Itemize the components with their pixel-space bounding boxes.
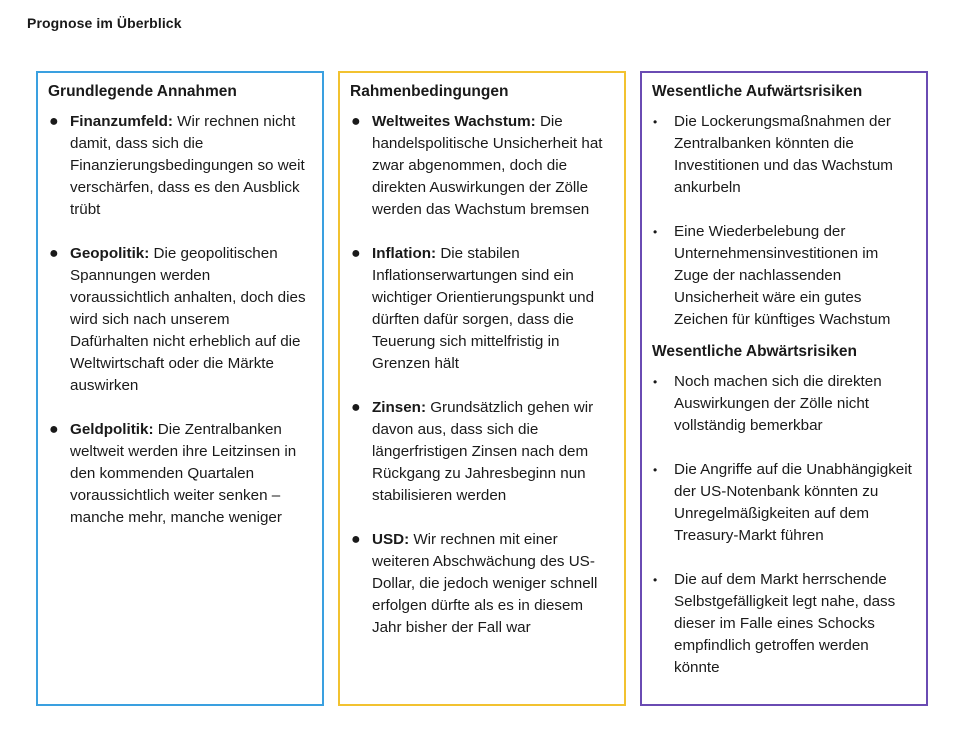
bullet-icon: ● [351,399,361,416]
panel-heading-upside: Wesentliche Aufwärtsrisiken [652,83,863,100]
list-item [652,221,916,331]
item-text: Die geopolitischen Spannungen werden voraussichtlich anhalten, doch dies wird sich nach unserem Dafürhalten nicht erheblich auf die Weltwirtschaft oder die Märkte auswirken [70,245,306,394]
item-text: Wir rechnen mit einer weiteren Abschwächung des US-Dollar, die jedoch weniger schnell erfolgen dürfte als es in diesem Jahr bisher der Fall war [372,531,598,636]
item-text: Die Lockerungsmaßnahmen der Zentralbanken könnten die Investitionen und das Wachstum ankurbeln [674,113,893,196]
item-term: Weltweites Wachstum: [372,113,536,130]
conditions-list [350,111,614,639]
item-term: Inflation: [372,245,437,262]
list-item [48,111,312,221]
panel-heading: Grundlegende Annahmen [48,83,237,100]
list-item [350,397,614,507]
bullet-icon: ● [49,113,59,130]
bullet-icon: • [653,225,658,239]
panel-rahmenbedingungen [338,71,626,706]
item-text: Die handelspolitische Unsicherheit hat zwar abgenommen, doch die direkten Auswirkungen der Zölle werden das Wachstum bremsen [372,113,603,218]
item-term: Geopolitik: [70,245,150,262]
list-item [350,111,614,221]
upside-risks-list [652,111,916,331]
panel-grundlegende-annahmen [36,71,324,706]
downside-risks-list [652,371,916,679]
panel-heading-downside: Wesentliche Abwärtsrisiken [652,343,858,360]
bullet-icon: • [653,115,658,129]
bullet-icon: ● [49,245,59,262]
panel-risiken [640,71,928,706]
list-item [652,111,916,199]
item-text: Eine Wiederbelebung der Unternehmensinvestitionen im Zuge der nachlassenden Unsicherheit wäre ein gutes Zeichen für künftiges Wachstum [674,223,891,328]
bullet-icon: ● [351,531,361,548]
bullet-icon: • [653,375,658,389]
bullet-icon: • [653,573,658,587]
list-item [48,243,312,397]
list-item [652,569,916,679]
bullet-icon: ● [351,113,361,130]
item-text: Die Zentralbanken weltweit werden ihre Leitzinsen in den kommenden Quartalen voraussichtlich weiter senken – manche mehr, manche weniger [70,421,297,526]
item-text: Wir rechnen nicht damit, dass sich die Finanzierungsbedingungen so weit verschärfen, dass es den Ausblick trübt [70,113,305,218]
item-text: Noch machen sich die direkten Auswirkungen der Zölle nicht vollständig bemerkbar [674,373,882,434]
assumptions-list [48,111,312,529]
item-term: Geldpolitik: [70,421,154,438]
item-text: Grundsätzlich gehen wir davon aus, dass sich die längerfristigen Zinsen nach dem Rückgang zu Jahresbeginn nun stabilisieren werden [372,399,594,504]
item-text: Die auf dem Markt herrschende Selbstgefälligkeit legt nahe, dass dieser im Falle eines Schocks empfindlich getroffen werden könnte [674,571,896,676]
list-item [652,459,916,547]
list-item [48,419,312,529]
bullet-icon: ● [351,245,361,262]
list-item [350,529,614,639]
item-text: Die stabilen Inflationserwartungen sind ein wichtiger Orientierungspunkt und dürften dafür sorgen, dass die Teuerung sich mittelfristig in Grenzen hält [372,245,595,372]
bullet-icon: ● [49,421,59,438]
list-item [652,371,916,437]
page-title: Prognose im Überblick [27,15,182,31]
panel-heading: Rahmenbedingungen [350,83,509,100]
item-text: Die Angriffe auf die Unabhängigkeit der US-Notenbank könnten zu Unregelmäßigkeiten auf dem Treasury-Markt führen [674,461,912,544]
item-term: USD: [372,531,410,548]
item-term: Finanzumfeld: [70,113,173,130]
bullet-icon: • [653,463,658,477]
list-item [350,243,614,375]
item-term: Zinsen: [372,399,427,416]
